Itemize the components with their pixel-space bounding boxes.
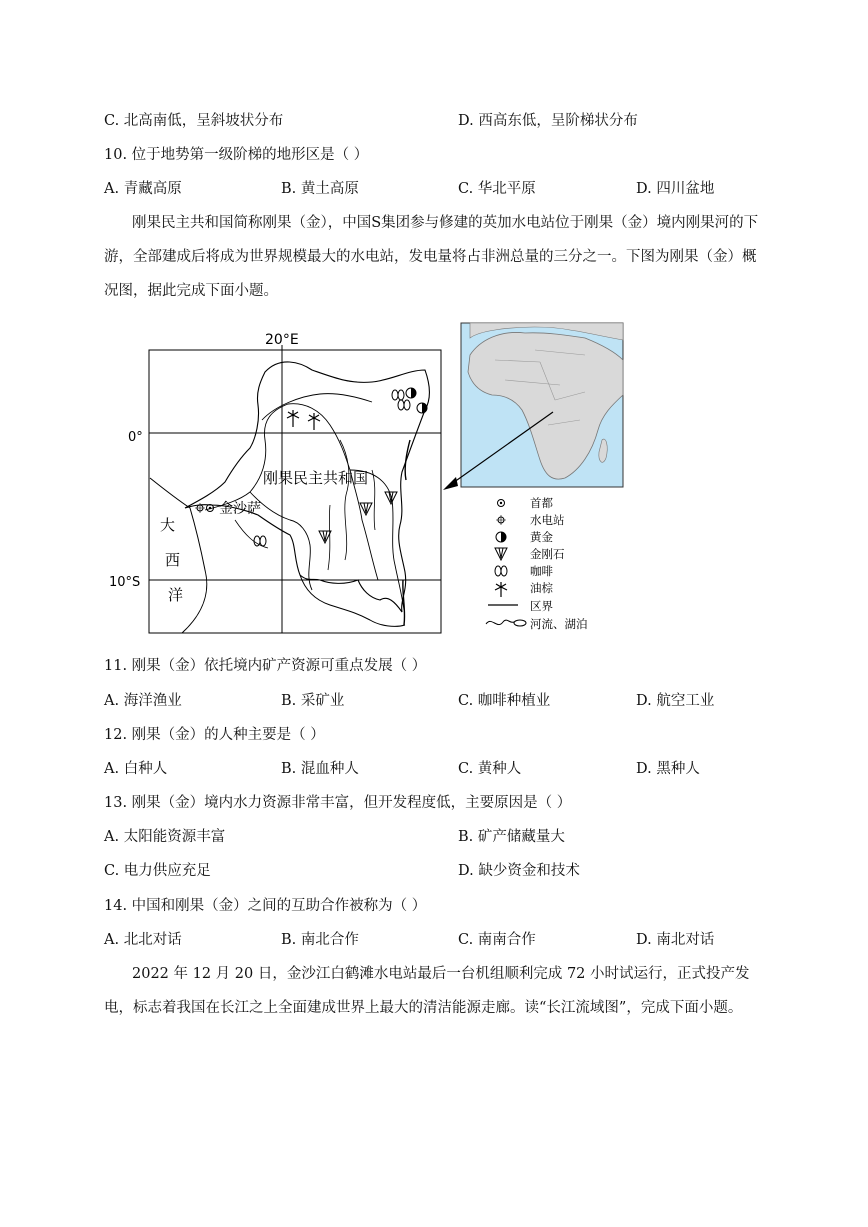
country-label: 刚果民主共和国 <box>263 469 369 487</box>
q12-option-b[interactable]: B. 混血种人 <box>281 761 359 777</box>
legend <box>486 496 588 631</box>
q14-option-d[interactable]: D. 南北对话 <box>636 932 715 948</box>
q10-option-b[interactable]: B. 黄土高原 <box>281 181 359 197</box>
congo-map-figure <box>100 318 640 638</box>
q10-stem: 10. 位于地势第一级阶梯的地形区是（ ） <box>104 147 369 163</box>
legend-river-lake: 河流、湖泊 <box>530 617 588 631</box>
ocean-label-1: 大 <box>160 516 176 534</box>
capital-label: 金沙萨 <box>219 501 261 517</box>
q11-option-d[interactable]: D. 航空工业 <box>636 693 715 709</box>
q13-option-c[interactable]: C. 电力供应充足 <box>104 863 211 879</box>
q12-option-a[interactable]: A. 白种人 <box>104 761 168 777</box>
yangtze-intro-paragraph: 2022 年 12 月 20 日，金沙江白鹤滩水电站最后一台机组顺利完成 72 小时试运行，正式投产发电，标志着我国在长江之上全面建成世界上最大的清洁能源走廊。读“长江流域图”，完成下面小题。 <box>104 966 750 1016</box>
q12-option-c[interactable]: C. 黄种人 <box>458 761 522 777</box>
q11-option-b[interactable]: B. 采矿业 <box>281 693 345 709</box>
q11-option-c[interactable]: C. 咖啡种植业 <box>458 693 551 709</box>
legend-hydropower: 水电站 <box>530 513 565 527</box>
q13-option-d[interactable]: D. 缺少资金和技术 <box>458 863 580 879</box>
q14-stem: 14. 中国和刚果（金）之间的互助合作被称为（ ） <box>104 898 427 914</box>
q14-option-b[interactable]: B. 南北合作 <box>281 932 359 948</box>
meridian-label: 20°E <box>265 332 299 348</box>
q9-option-d[interactable]: D. 西高东低，呈阶梯状分布 <box>458 113 638 129</box>
inset-arrow-head <box>443 477 458 490</box>
q12-stem: 12. 刚果（金）的人种主要是（ ） <box>104 727 325 743</box>
q12-option-d[interactable]: D. 黑种人 <box>636 761 700 777</box>
legend-diamond: 金刚石 <box>530 547 565 561</box>
q13-option-b[interactable]: B. 矿产储藏量大 <box>458 829 565 845</box>
q13-stem: 13. 刚果（金）境内水力资源非常丰富，但开发程度低，主要原因是（ ） <box>104 795 572 811</box>
legend-coffee: 咖啡 <box>530 564 553 578</box>
q13-option-a[interactable]: A. 太阳能资源丰富 <box>104 829 226 845</box>
legend-boundary: 区界 <box>530 599 553 613</box>
q14-option-c[interactable]: C. 南南合作 <box>458 932 536 948</box>
q10-option-a[interactable]: A. 青藏高原 <box>104 181 182 197</box>
q10-option-d[interactable]: D. 四川盆地 <box>636 181 715 197</box>
legend-gold: 黄金 <box>530 530 553 544</box>
legend-capital: 首都 <box>530 496 553 510</box>
q14-option-a[interactable]: A. 北北对话 <box>104 932 182 948</box>
q9-option-c[interactable]: C. 北高南低，呈斜坡状分布 <box>104 113 284 129</box>
q10-option-c[interactable]: C. 华北平原 <box>458 181 536 197</box>
congo-intro-paragraph: 刚果民主共和国简称刚果（金），中国S集团参与修建的英加水电站位于刚果（金）境内刚果河的下游，全部建成后将成为世界规模最大的水电站，发电量将占非洲总量的三分之一。下图为刚果（金）概况图，据此完成下面小题。 <box>104 215 759 299</box>
lat-10s-label: 10°S <box>109 575 141 590</box>
ocean-label-2: 西 <box>165 551 181 569</box>
ocean-label-3: 洋 <box>168 586 184 604</box>
legend-oil-palm: 油棕 <box>530 581 553 595</box>
q11-option-a[interactable]: A. 海洋渔业 <box>104 693 182 709</box>
q11-stem: 11. 刚果（金）依托境内矿产资源可重点发展（ ） <box>104 658 427 674</box>
equator-label: 0° <box>128 430 143 445</box>
